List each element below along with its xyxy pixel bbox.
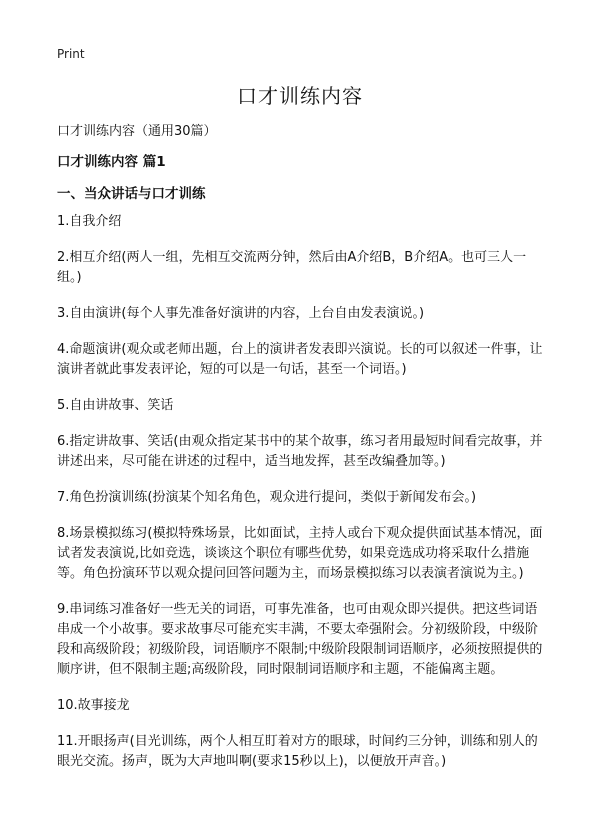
list-item: 4.命题演讲(观众或老师出题，台上的演讲者发表即兴演说。长的可以叙述一件事，让演讲者就此事发表评论，短的可以是一句话，甚至一个词语。) [57, 342, 543, 377]
list-item: 10.故事接龙 [57, 698, 130, 713]
list-item: 9.串词练习准备好一些无关的词语，可事先准备，也可由观众即兴提供。把这些词语串成一个小故事。要求故事尽可能充实丰满，不要太牵强附会。分初级阶段，中级阶段和高级阶段；初级阶段，词语顺序不限制;中级阶段限制词语顺序，必须按照提供的顺序讲，但不限制主题;高级阶段，同时限制词语顺序和主题，不能偏离主题。 [57, 602, 543, 677]
section-heading: 口才训练内容 篇1 [57, 154, 166, 170]
list-item: 1.自我介绍 [57, 214, 122, 229]
list-item: 2.相互介绍(两人一组，先相互交流两分钟，然后由A介绍B，B介绍A。也可三人一组。) [57, 250, 527, 285]
list-item: 11.开眼扬声(目光训练，两个人相互盯着对方的眼球，时间约三分钟，训练和别人的眼光交流。扬声，既为大声地叫啊(要求15秒以上)，以便放开声音。) [57, 734, 538, 769]
subsection-heading: 一、当众讲话与口才训练 [57, 186, 206, 202]
list-item: 7.角色扮演训练(扮演某个知名角色，观众进行提问，类似于新闻发布会。) [57, 490, 477, 505]
list-item: 3.自由演讲(每个人事先准备好演讲的内容，上台自由发表演说。) [57, 306, 425, 321]
training-item-list [57, 212, 547, 788]
list-item: 8.场景模拟练习(模拟特殊场景，比如面试，主持人或台下观众提供面试基本情况，面试者发表演说,比如竞选，谈谈这个职位有哪些优势，如果竞选成功将采取什么措施等。角色扮演环节以观众提问回答问题为主，而场景模拟练习以表演者演说为主。) [57, 526, 543, 581]
list-item: 6.指定讲故事、笑话(由观众指定某书中的某个故事，练习者用最短时间看完故事，并讲述出来，尽可能在讲述的过程中，适当地发挥，甚至改编叠加等。) [57, 434, 543, 469]
print-label[interactable]: Print [57, 47, 85, 61]
page-title: 口才训练内容 [237, 84, 363, 108]
document-subtitle: 口才训练内容（通用30篇） [57, 124, 217, 139]
list-item: 5.自由讲故事、笑话 [57, 398, 174, 413]
